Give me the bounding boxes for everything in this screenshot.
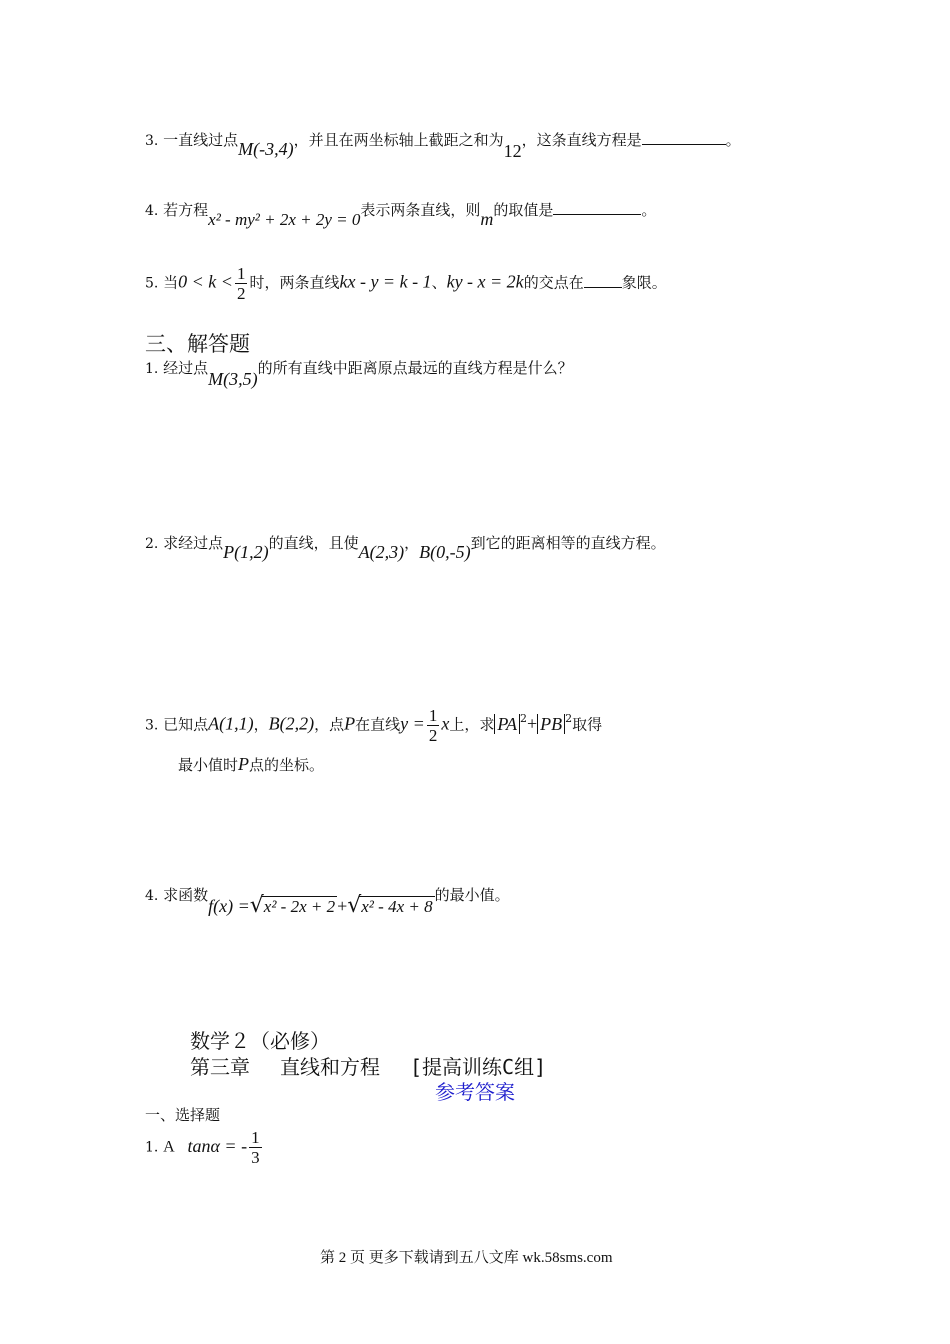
math-equation: x² - my² + 2x + 2y = 0 (208, 210, 361, 229)
math-exponent: 2 (520, 711, 527, 725)
question-text: 上，求 (449, 715, 495, 734)
math-point: M(-3,4) (238, 139, 294, 159)
page-footer: 第 2 页 更多下载请到五八文库 wk.58sms.com (320, 1250, 613, 1266)
math-point-a: A(1,1) (208, 713, 254, 734)
question-number: 4. (145, 888, 159, 904)
radical-sign: √ (347, 893, 362, 918)
question-text: 的取值是 (493, 201, 554, 219)
question-text: 的最小值。 (434, 886, 510, 904)
math-point-a: A(2,3) (358, 542, 405, 562)
fraction-numerator: 1 (251, 1128, 260, 1147)
solution-1 (145, 1128, 264, 1167)
separator: ， (253, 715, 269, 734)
fraction-numerator: 1 (236, 264, 246, 283)
solutions-section-heading: 一、选择题 (145, 1106, 221, 1124)
question-text: 表示两条直线，则 (360, 201, 481, 219)
math-value: 12 (503, 141, 522, 161)
answer-blank (553, 198, 641, 215)
question-number: 1. (145, 361, 159, 377)
question-text: 最小值时 (178, 756, 239, 774)
answer-blank (584, 271, 622, 288)
question-text: ，这条直线方程是 (521, 131, 642, 149)
question-text: 在直线 (355, 715, 401, 734)
question-text: 一直线过点 (163, 131, 239, 149)
math-line-2: ky - x = 2k (446, 271, 524, 292)
math-plus: + (337, 896, 348, 916)
question-text: 的所有直线中距离原点最远的直线方程是什么？ (257, 359, 573, 377)
section-heading: 三、解答题 (145, 332, 250, 356)
answer-question-1 (145, 357, 573, 389)
question-end: 。 (725, 131, 741, 149)
separator: ， (404, 534, 420, 552)
question-text: 的交点在 (523, 273, 584, 292)
fraction (249, 1128, 262, 1167)
radicand: x² - 4x + 8 (361, 897, 433, 916)
math-point-p: P (238, 754, 250, 774)
subject-title: 数学２（必修） (190, 1029, 330, 1053)
question-number: 3. (145, 717, 159, 734)
fraction-denominator: 2 (428, 726, 438, 745)
answer-question-4 (145, 884, 510, 918)
question-text: 已知点 (163, 715, 209, 734)
question-text: ，并且在两坐标轴上截距之和为 (293, 131, 504, 149)
math-variable: m (480, 209, 494, 229)
math-point-b: B(2,2) (268, 713, 315, 734)
radical-sign: √ (249, 893, 264, 918)
question-end: 。 (641, 201, 657, 219)
fraction-denominator: 2 (236, 284, 246, 303)
question-text: 经过点 (163, 359, 209, 377)
question-text: 取得 (572, 715, 603, 734)
math-point-p: P (344, 713, 356, 734)
math-exponent: 2 (565, 711, 573, 725)
math-line-y: y = (400, 713, 425, 734)
fraction (235, 264, 248, 303)
fill-question-4 (145, 198, 657, 229)
question-end: 象限。 (621, 273, 667, 292)
question-number: 5. (145, 275, 159, 292)
math-function: f(x) = (208, 896, 250, 916)
question-text: 点的坐标。 (249, 756, 325, 774)
chapter-name: 直线和方程 (280, 1055, 380, 1079)
question-text: 若方程 (163, 201, 209, 219)
answer-question-3 (145, 706, 602, 745)
answer-blank (642, 128, 726, 145)
math-point-p: P(1,2) (223, 542, 269, 562)
square-root (249, 893, 337, 918)
question-text: 求函数 (163, 886, 209, 904)
question-text: 当 (163, 273, 179, 292)
question-number: 4. (145, 203, 159, 219)
separator: 、 (431, 273, 447, 292)
square-root (347, 893, 434, 918)
math-line-1: kx - y = k - 1 (339, 271, 432, 292)
radicand: x² - 2x + 2 (263, 897, 336, 916)
math-abs-pb: PB (537, 714, 565, 734)
fraction-denominator: 3 (251, 1148, 260, 1167)
fill-question-5 (145, 264, 667, 303)
math-abs-pa: PA (494, 714, 520, 734)
training-group: [提高训练C组] (410, 1055, 547, 1079)
solution-expression: tanα = - (187, 1135, 248, 1156)
chapter-number: 第三章 (190, 1055, 250, 1079)
question-number: 2. (145, 536, 159, 552)
solution-answer: A (163, 1138, 175, 1156)
question-text: 求经过点 (163, 534, 224, 552)
question-text: 到它的距离相等的直线方程。 (470, 534, 666, 552)
question-number: 1. (145, 1139, 159, 1156)
fraction-numerator: 1 (428, 706, 438, 725)
math-point: M(3,5) (208, 369, 258, 389)
answer-question-3-line-2 (178, 754, 324, 775)
fill-question-3 (145, 128, 741, 161)
math-condition: 0 < k < (178, 271, 233, 292)
math-line-x: x (441, 713, 450, 734)
question-text: 时，两条直线 (249, 273, 340, 292)
fraction (427, 706, 440, 745)
math-point-b: B(0,-5) (419, 542, 471, 562)
math-plus: + (527, 713, 538, 734)
answer-question-2 (145, 532, 666, 562)
reference-answer-title: 参考答案 (435, 1080, 515, 1104)
question-text: ，点 (314, 715, 345, 734)
question-text: 的直线，且使 (268, 534, 359, 552)
question-number: 3. (145, 133, 159, 149)
